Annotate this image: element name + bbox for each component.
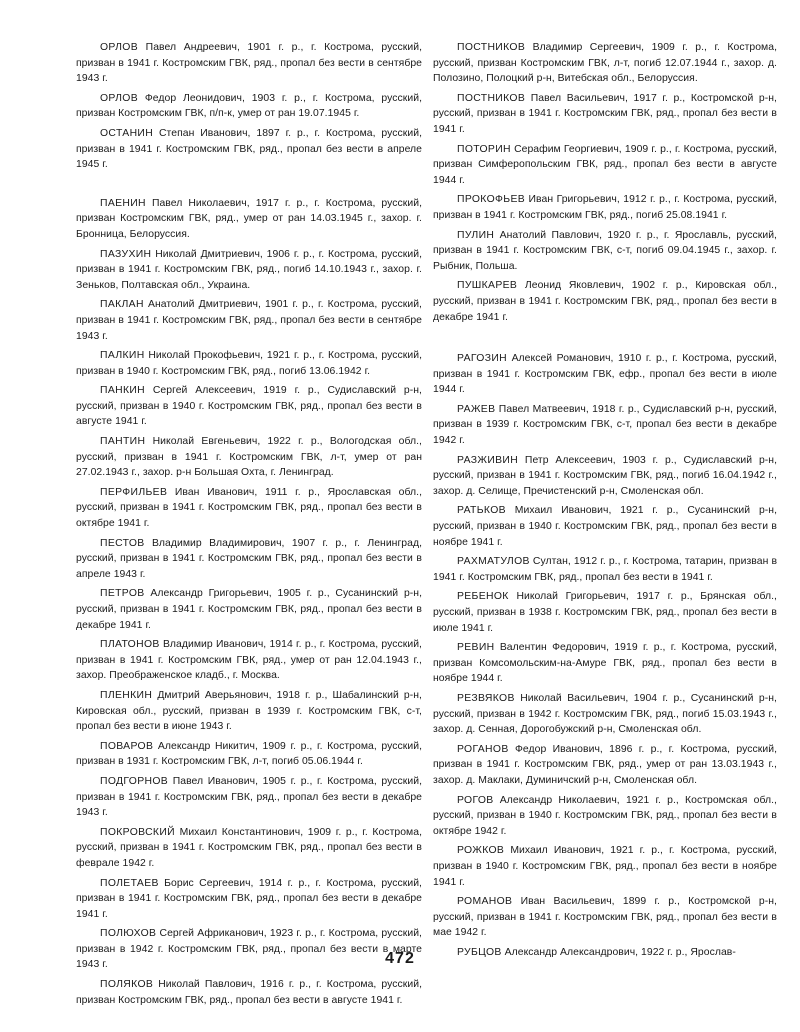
- entry-text: Дмитрий Аверьянович, 1918 г. р., Шабалинский р-н, Кировская обл., русский, призван в 1939 г. Костромским ГВК, с-т, пропал без вести в июне 1943 г.: [76, 689, 422, 733]
- entry: [433, 228, 777, 275]
- entry-surname: РАЗЖИВИН: [457, 454, 519, 466]
- entry-surname: ПАКЛАН: [100, 299, 144, 311]
- entry: [76, 40, 422, 87]
- entry: [76, 196, 422, 243]
- entry-text: Николай Дмитриевич, 1906 г. р., г. Кострома, русский, призван в 1941 г. Костромским ГВК, ряд., погиб 14.10.1943 г., захор. г. Зеньков, Полтавская обл., Украина.: [76, 248, 423, 291]
- entry-surname: РАЖЕВ: [457, 403, 496, 415]
- entry: [76, 739, 422, 770]
- entry-surname: ПАНКИН: [100, 385, 146, 397]
- entry: [433, 91, 777, 138]
- entry: [76, 977, 422, 1008]
- entry-text: Михаил Иванович, 1921 г. р., г. Кострома, русский, призван в 1940 г. Костромским ГВК, ряд., пропал без вести в ноябре 1941 г.: [433, 845, 777, 888]
- left-column: [76, 40, 422, 1012]
- entry-text: Александр Никитич, 1909 г. р., г. Кострома, русский, призван в 1931 г. Костромским ГВК, л-т, погиб 05.06.1944 г.: [76, 740, 423, 768]
- entry-text: Михаил Константинович, 1909 г. р., г. Кострома, русский, призван в 1941 г. Костромским ГВК, ряд., пропал без вести в феврале 1942 г.: [76, 826, 423, 869]
- entry-text: Иван Васильевич, 1899 г. р., Костромской р-н, русский, призван в 1941 г. Костромским ГВК, ряд., пропал без вести в мае 1942 г.: [433, 896, 777, 939]
- entry: [76, 434, 422, 481]
- right-column: [433, 40, 777, 964]
- entry-group: [76, 40, 422, 173]
- entry-surname: ПЕТРОВ: [100, 588, 145, 600]
- entry-surname: РЕВИН: [457, 642, 495, 654]
- entry: [76, 825, 422, 872]
- entry-surname: ПЛЕНКИН: [100, 689, 153, 701]
- entry-surname: ПОДГОРНОВ: [100, 775, 169, 787]
- entry-surname: РАХМАТУЛОВ: [457, 556, 530, 568]
- entry-surname: ПОТОРИН: [457, 143, 511, 155]
- entry-surname: РОМАНОВ: [457, 896, 513, 908]
- entry-text: Павел Андреевич, 1901 г. р., г. Кострома, русский, призван в 1941 г. Костромским ГВК, ряд., пропал без вести в сентябре 1943 г.: [76, 42, 423, 85]
- entry-text: Павел Николаевич, 1917 г. р., г. Кострома, русский, призван Костромским ГВК, ряд., умер от ран 14.03.1945 г., захор. г. Бронница, Белоруссия.: [76, 197, 423, 240]
- entry-surname: ПУЛИН: [457, 229, 495, 241]
- entry: [433, 278, 777, 325]
- entry-text: Леонид Яковлевич, 1902 г. р., Кировская обл., русский, призван в 1941 г. Костромским ГВК, ряд., пропал без вести в декабре 1941 г.: [433, 280, 778, 323]
- entry: [76, 774, 422, 821]
- entry-group: [433, 351, 777, 960]
- entry-text: Анатолий Павлович, 1920 г. р., г. Ярославль, русский, призван в 1941 г. Костромским ГВК, с-т, погиб 09.04.1945 г., захор. г. Рыбник, Польша.: [433, 229, 777, 272]
- entry-group: [76, 196, 422, 1009]
- entry: [433, 40, 777, 87]
- entry-surname: РОГОВ: [457, 794, 494, 806]
- entry-text: Федор Иванович, 1896 г. р., г. Кострома, русский, призван в 1941 г. Костромским ГВК, ряд., умер от ран 13.03.1943 г., захор. д. Маклаки, Думиничский р-н, Смоленская обл.: [433, 743, 778, 786]
- entry-text: Сергей Африканович, 1923 г. р., г. Кострома, русский, призван в 1942 г. Костромским ГВК, ряд., пропал без вести в марте 1943 г.: [76, 928, 422, 971]
- entry-surname: ПАЕНИН: [100, 197, 146, 209]
- entry-text: Владимир Сергеевич, 1909 г. р., г. Кострома, русский, призван Костромским ГВК, л-т, погиб 12.07.1944 г., захор. д. Полозино, Полоцкий р-н, Витебская обл., Белоруссия.: [433, 42, 777, 85]
- entry-surname: ПЕСТОВ: [100, 537, 145, 549]
- entry-text: Валентин Федорович, 1919 г. р., г. Кострома, русский, призван Комсомольским-на-Амуре ГВК, ряд., пропал без вести в ноябре 1944 г.: [433, 642, 778, 685]
- entry-text: Алексей Романович, 1910 г. р., г. Кострома, русский, призван в 1941 г. Костромским ГВК, ефр., пропал без вести в июле 1944 г.: [433, 353, 777, 396]
- entry-surname: ПОСТНИКОВ: [457, 42, 526, 53]
- entry-surname: ПОСТНИКОВ: [457, 92, 526, 104]
- entry: [433, 351, 777, 398]
- entry-text: Александр Григорьевич, 1905 г. р., Сусанинский р-н, русский, призван в 1941 г. Костромским ГВК, ряд., пропал без вести в декабре 1941 г.: [76, 588, 423, 631]
- entry-surname: ОРЛОВ: [100, 92, 139, 104]
- entry-surname: ОСТАНИН: [100, 127, 154, 139]
- entry-surname: ПЛАТОНОВ: [100, 639, 160, 651]
- entry-text: Петр Алексеевич, 1903 г. р., Судиславский р-н, русский, призван в 1941 г. Костромским ГВК, ряд., погиб 16.04.1942 г., захор. д. Селище, Пречистенский р-н, Смоленская обл.: [433, 454, 778, 497]
- entry: [433, 742, 777, 789]
- entry: [433, 843, 777, 890]
- entry-surname: ПОЛЮХОВ: [100, 928, 157, 940]
- entry: [76, 586, 422, 633]
- entry-text: Павел Васильевич, 1917 г. р., Костромской р-н, русский, призван в 1941 г. Костромским ГВК, ряд., пропал без вести в 1941 г.: [433, 92, 777, 135]
- entry-surname: РУБЦОВ: [457, 946, 502, 958]
- entry-surname: ПУШКАРЕВ: [457, 280, 518, 292]
- entry-surname: РЕЗВЯКОВ: [457, 692, 515, 704]
- entry: [76, 688, 422, 735]
- entry-surname: ПАНТИН: [100, 436, 146, 448]
- entry-text: Сергей Алексеевич, 1919 г. р., Судиславский р-н, русский, призван в 1940 г. Костромским ГВК, ряд., пропал без вести в августе 1941 г.: [76, 385, 422, 428]
- entry-text: Серафим Георгиевич, 1909 г. р., г. Кострома, русский, призван Симферопольским ГВК, ряд., пропал без вести в августе 1944 г.: [433, 143, 778, 186]
- entry-text: Александр Александрович, 1922 г. р., Ярослав-: [504, 946, 736, 958]
- entry-surname: РЕБЕНОК: [457, 591, 509, 603]
- entry-text: Михаил Иванович, 1921 г. р., Сусанинский р-н, русский, призван в 1940 г. Костромским ГВК, ряд., пропал без вести в ноябре 1941 г.: [433, 505, 778, 548]
- entry-text: Павел Иванович, 1905 г. р., г. Кострома, русский, призван в 1941 г. Костромским ГВК, ряд., пропал без вести в декабре 1943 г.: [76, 775, 423, 819]
- entry: [76, 637, 422, 684]
- entry: [433, 691, 777, 738]
- section-gap: [433, 329, 777, 351]
- entry: [76, 126, 422, 173]
- entry: [433, 192, 777, 223]
- entry-text: Иван Григорьевич, 1912 г. р., г. Кострома, русский, призван в 1941 г. Костромским ГВК, ряд., погиб 25.08.1941 г.: [433, 194, 778, 221]
- entry-surname: РОГАНОВ: [457, 743, 509, 755]
- entry-surname: ПРОКОФЬЕВ: [457, 194, 525, 206]
- entry-surname: РАГОЗИН: [457, 353, 507, 365]
- entry-text: Николай Павлович, 1916 г. р., г. Кострома, русский, призван Костромским ГВК, ряд., пропал без вести в августе 1941 г.: [76, 979, 423, 1006]
- entry-surname: ПАЛКИН: [100, 350, 145, 362]
- entry-text: Федор Леонидович, 1903 г. р., г. Кострома, русский, призван Костромским ГВК, п/п-к, умер от ран 19.07.1945 г.: [76, 92, 423, 120]
- entry-text: Владимир Иванович, 1914 г. р., г. Кострома, русский, призван в 1941 г. Костромским ГВК, ряд., умер от ран 12.04.1943 г., захор. Преображенское кладб., г. Москва.: [76, 639, 422, 682]
- entry-text: Степан Иванович, 1897 г. р., г. Кострома, русский, призван в 1941 г. Костромским ГВК, ряд., пропал без вести в апреле 1945 г.: [76, 127, 423, 171]
- entry: [433, 453, 777, 500]
- entry-surname: ПОВАРОВ: [100, 740, 154, 752]
- entry: [433, 589, 777, 636]
- entry-text: Николай Григорьевич, 1917 г. р., Брянская обл., русский, призван в 1938 г. Костромским ГВК, ряд., пропал без вести в июле 1941 г.: [433, 591, 777, 634]
- entry-surname: ПАЗУХИН: [100, 248, 152, 260]
- section-gap: [76, 177, 422, 196]
- entry-text: Анатолий Дмитриевич, 1901 г. р., г. Кострома, русский, призван в 1941 г. Костромским ГВК, ряд., пропал без вести в сентябре 1943 г.: [76, 299, 422, 342]
- entry-surname: ПОКРОВСКИЙ: [100, 826, 175, 838]
- entry: [76, 383, 422, 430]
- entry-text: Николай Прокофьевич, 1921 г. р., г. Кострома, русский, призван в 1940 г. Костромским ГВК, ряд., погиб 13.06.1942 г.: [76, 350, 423, 377]
- entry-text: Александр Николаевич, 1921 г. р., Костромская обл., русский, призван в 1940 г. Костромским ГВК, ряд., пропал без вести в октябре 1942 г.: [433, 794, 777, 837]
- entry: [433, 640, 777, 687]
- entry-text: Павел Матвеевич, 1918 г. р., Судиславский р-н, русский, призван в 1939 г. Костромским ГВК, с-т, пропал без вести в декабре 1942 г.: [433, 403, 777, 447]
- entry: [76, 536, 422, 583]
- entry: [433, 793, 777, 840]
- entry-surname: ПЕРФИЛЬЕВ: [100, 486, 168, 498]
- entry-surname: РАТЬКОВ: [457, 505, 506, 517]
- entry-text: Николай Васильевич, 1904 г. р., Сусанинский р-н, русский, призван в 1942 г. Костромским ГВК, ряд., погиб 15.03.1943 г., захор. д. Сенная, Дорогобужский р-н, Смоленская обл.: [433, 692, 777, 736]
- entry: [433, 894, 777, 941]
- entry-text: Борис Сергеевич, 1914 г. р., г. Кострома, русский, призван в 1941 г. Костромским ГВК, ряд., пропал без вести в декабре 1941 г.: [76, 877, 422, 920]
- entry: [76, 876, 422, 923]
- entry: [433, 503, 777, 550]
- entry: [76, 91, 422, 122]
- entry: [433, 402, 777, 449]
- entry-surname: ОРЛОВ: [100, 42, 139, 53]
- entry-text: Владимир Владимирович, 1907 г. р., г. Ленинград, русский, призван в 1941 г. Костромским ГВК, ряд., пропал без вести в апреле 1943 г.: [76, 537, 423, 580]
- entry-surname: ПОЛЯКОВ: [100, 979, 154, 991]
- entry: [76, 485, 422, 532]
- entry: [433, 554, 777, 585]
- entry-surname: ПОЛЕТАЕВ: [100, 877, 159, 889]
- entry: [433, 142, 777, 189]
- page-number: 472: [385, 950, 415, 967]
- entry-text: Иван Иванович, 1911 г. р., Ярославская обл., русский, призван в 1941 г. Костромским ГВК, ряд., пропал без вести в октябре 1941 г.: [76, 486, 423, 530]
- entry-text: Николай Евгеньевич, 1922 г. р., Вологодская обл., русский, призван в 1941 г. Костромским ГВК, л-т, умер от ран 27.02.1943 г., захор. р-н Большая Охта, г. Ленинград.: [76, 436, 422, 479]
- entry: [76, 297, 422, 344]
- entry: [76, 247, 422, 294]
- entry-text: Султан, 1912 г. р., г. Кострома, татарин, призван в 1941 г. Костромским ГВК, ряд., пропал без вести в 1941 г.: [433, 556, 778, 583]
- entry: [76, 348, 422, 379]
- entry-surname: РОЖКОВ: [457, 845, 505, 857]
- entry-group: [433, 40, 777, 325]
